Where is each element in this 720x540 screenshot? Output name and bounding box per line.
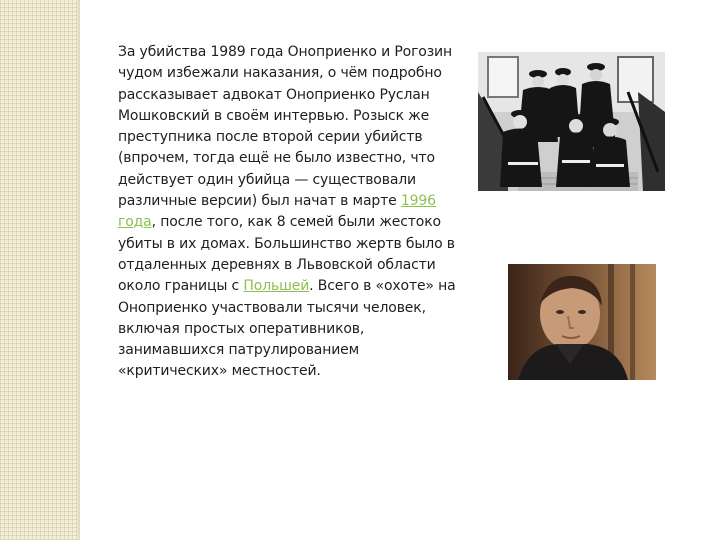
slide-body-text [118, 42, 470, 383]
police-escort-photo [478, 52, 665, 191]
link-poland[interactable]: Польшей [243, 278, 310, 295]
text-part-1: За убийства 1989 года Оноприенко и Рогозин чудом избежали наказания, о чём подробно рассказывает адвокат Оноприенко Руслан Мошковский в своём интервью. Розыск же преступника после второй серии убийств (впрочем, тогда ещё не было известно, что действует один убийца — существовали различные версии) был начат в марте [118, 44, 452, 210]
text-part-3: . Всего в «охоте» на Оноприенко участвовали тысячи человек, включая простых оперативников, занимавшихся патрулированием «критических» местностей. [118, 278, 456, 380]
link-1996[interactable]: 1996 года [118, 193, 436, 231]
text-part-2: , после того, как 8 семей были жестоко убиты в их домах. Большинство жертв было в отдаленных деревнях в Львовской области около границы с [118, 214, 455, 295]
decorative-side-band [0, 0, 80, 540]
suspect-portrait-photo [508, 264, 656, 380]
